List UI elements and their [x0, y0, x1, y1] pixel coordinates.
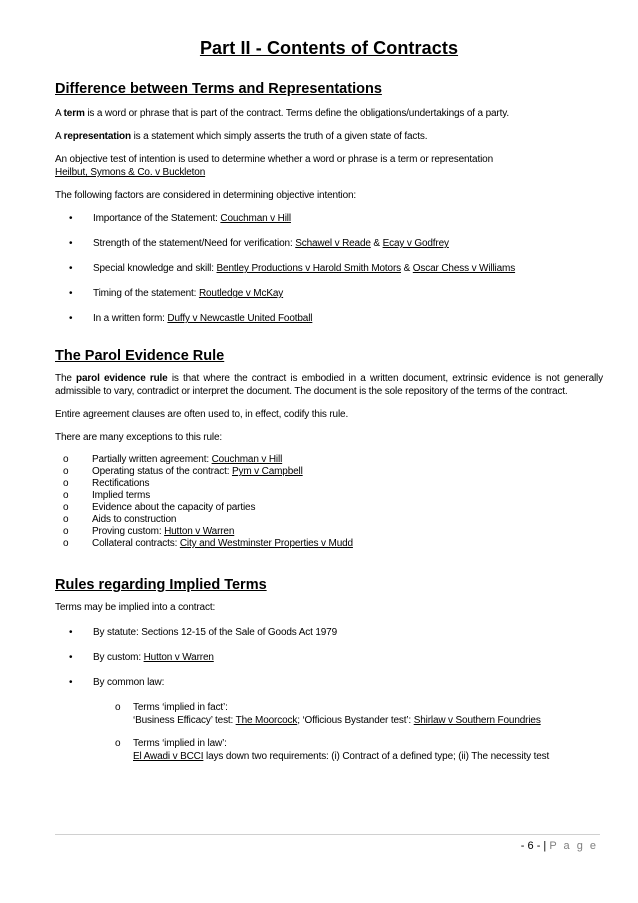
list-item: • By custom: Hutton v Warren: [69, 652, 214, 663]
bullet-icon: •: [69, 263, 73, 274]
page-label: P a g e: [549, 840, 598, 852]
factors-intro: The following factors are considered in determining objective intention:: [55, 190, 357, 201]
list-item: o Implied terms: [63, 490, 151, 501]
implied-intro: Terms may be implied into a contract:: [55, 602, 216, 613]
section-heading-terms: Difference between Terms and Representations: [55, 81, 382, 97]
exceptions-intro: There are many exceptions to this rule:: [55, 432, 223, 443]
circle-bullet-icon: o: [63, 490, 69, 501]
list-item: • Timing of the statement: Routledge v McKay: [69, 288, 284, 299]
circle-bullet-icon: o: [63, 466, 69, 477]
circle-bullet-icon: o: [63, 538, 69, 549]
list-item: o Terms ‘implied in fact’: ‘Business Efficacy’ test: The Moorcock; ‘Officious Bystander test’: Shirlaw v Southern Foundries: [115, 702, 541, 726]
objective-test-paragraph: An objective test of intention is used to determine whether a word or phrase is a term or representation Heilbut, Symons & Co. v Buckleton: [55, 154, 493, 178]
entire-agreement-note: Entire agreement clauses are often used to, in effect, codify this rule.: [55, 409, 349, 420]
list-item: • Strength of the statement/Need for verification: Schawel v Reade & Ecay v Godfrey: [69, 238, 449, 249]
list-item: • By statute: Sections 12-15 of the Sale of Goods Act 1979: [69, 627, 337, 638]
list-item: o Operating status of the contract: Pym v Campbell: [63, 466, 303, 477]
list-item: • Importance of the Statement: Couchman v Hill: [69, 213, 291, 224]
bullet-icon: •: [69, 313, 73, 324]
list-item: • Special knowledge and skill: Bentley Productions v Harold Smith Motors & Oscar Chess v Williams: [69, 263, 516, 274]
bullet-icon: •: [69, 238, 73, 249]
list-item: • In a written form: Duffy v Newcastle United Football: [69, 313, 313, 324]
circle-bullet-icon: o: [63, 514, 69, 525]
list-item: o Terms ‘implied in law’: El Awadi v BCCI lays down two requirements: (i) Contract of a defined type; (ii) The necessity test: [115, 738, 550, 762]
circle-bullet-icon: o: [63, 526, 69, 537]
circle-bullet-icon: o: [115, 702, 121, 713]
bullet-icon: •: [69, 677, 73, 688]
list-item: • By common law:: [69, 677, 165, 688]
list-item: o Evidence about the capacity of parties: [63, 502, 256, 513]
section-heading-parol: The Parol Evidence Rule: [55, 348, 225, 364]
factors-list: [55, 212, 603, 325]
case-link: Heilbut, Symons & Co. v Buckleton: [55, 167, 206, 178]
circle-bullet-icon: o: [115, 738, 121, 749]
circle-bullet-icon: o: [63, 454, 69, 465]
term-definition: A term is a word or phrase that is part of the contract. Terms define the obligations/undertakings of a party.: [55, 108, 509, 119]
parol-definition: The parol evidence rule is that where the contract is embodied in a written document, extrinsic evidence is not generally admissible to vary, contradict or interpret the document. The document is the sole repository of the terms of the contract.: [55, 373, 603, 397]
footer-divider: [55, 834, 600, 835]
bullet-icon: •: [69, 627, 73, 638]
section-heading-implied: Rules regarding Implied Terms: [55, 577, 267, 593]
bullet-icon: •: [69, 652, 73, 663]
list-item: o Collateral contracts: City and Westminster Properties v Mudd: [63, 538, 353, 549]
list-item: o Proving custom: Hutton v Warren: [63, 526, 235, 537]
page-footer: [521, 840, 598, 852]
circle-bullet-icon: o: [63, 502, 69, 513]
list-item: o Aids to construction: [63, 514, 177, 525]
page-title: Part II - Contents of Contracts: [199, 38, 459, 58]
bullet-icon: •: [69, 288, 73, 299]
exceptions-list: [55, 454, 603, 550]
bullet-icon: •: [69, 213, 73, 224]
circle-bullet-icon: o: [63, 478, 69, 489]
list-item: o Rectifications: [63, 478, 150, 489]
list-item: o Partially written agreement: Couchman v Hill: [63, 454, 283, 465]
representation-definition: A representation is a statement which simply asserts the truth of a given state of facts.: [55, 131, 428, 142]
common-law-sublist: [55, 701, 603, 763]
page-number: - 6 - |: [520, 840, 550, 852]
implied-list: [55, 626, 603, 689]
page-content: [55, 38, 603, 763]
